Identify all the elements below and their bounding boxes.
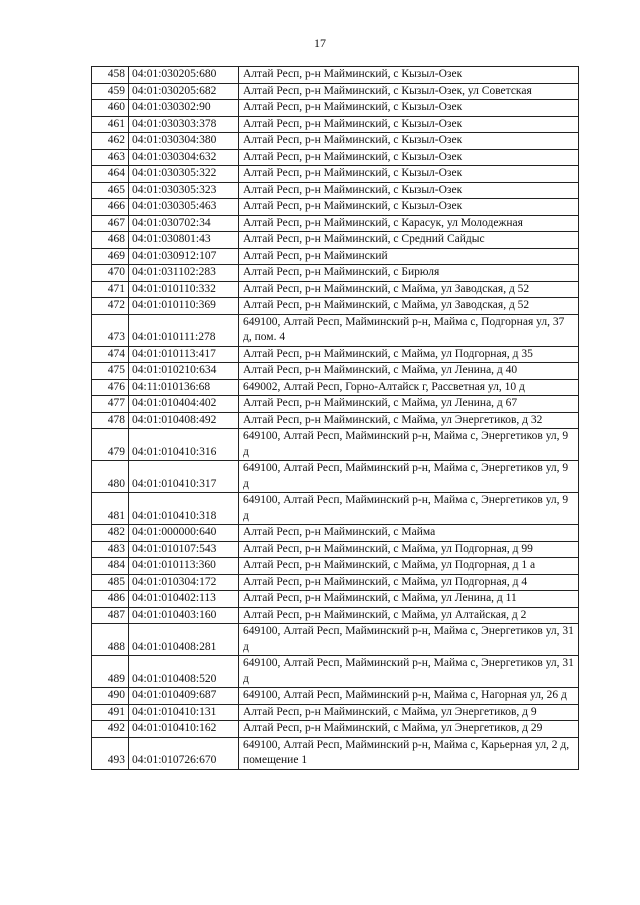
table-row (92, 574, 579, 591)
table-row (92, 704, 579, 721)
address-cell: Алтай Респ, р-н Майминский, с Майма, ул Ленина, д 67 (239, 396, 579, 413)
row-number-cell: 467 (92, 215, 129, 232)
cadastral-number-cell: 04:01:030702:34 (129, 215, 239, 232)
table-row (92, 232, 579, 249)
address-cell: Алтай Респ, р-н Майминский, с Бирюля (239, 265, 579, 282)
address-cell: Алтай Респ, р-н Майминский, с Майма, ул Подгорная, д 1 а (239, 558, 579, 575)
table-row (92, 116, 579, 133)
table-row (92, 379, 579, 396)
cadastral-number-cell: 04:01:010410:318 (129, 493, 239, 525)
cadastral-number-cell: 04:01:010110:332 (129, 281, 239, 298)
table-row (92, 607, 579, 624)
table-row (92, 149, 579, 166)
cadastral-number-cell: 04:01:030912:107 (129, 248, 239, 265)
cadastral-number-cell: 04:01:010410:131 (129, 704, 239, 721)
row-number-cell: 481 (92, 493, 129, 525)
row-number-cell: 492 (92, 721, 129, 738)
cadastral-number-cell: 04:01:010113:360 (129, 558, 239, 575)
address-cell: Алтай Респ, р-н Майминский, с Майма, ул Подгорная, д 35 (239, 346, 579, 363)
row-number-cell: 476 (92, 379, 129, 396)
cadastral-number-cell: 04:01:010402:113 (129, 591, 239, 608)
address-cell: 649100, Алтай Респ, Майминский р-н, Майма с, Энергетиков ул, 31 д (239, 656, 579, 688)
table-row (92, 558, 579, 575)
address-cell: 649100, Алтай Респ, Майминский р-н, Майма с, Энергетиков ул, 31 д (239, 624, 579, 656)
table-row (92, 525, 579, 542)
table-row (92, 248, 579, 265)
cadastral-number-cell: 04:01:010408:520 (129, 656, 239, 688)
address-cell: Алтай Респ, р-н Майминский, с Кызыл-Озек (239, 199, 579, 216)
address-cell: Алтай Респ, р-н Майминский, с Майма (239, 525, 579, 542)
address-cell: Алтай Респ, р-н Майминский, с Кызыл-Озек (239, 100, 579, 117)
row-number-cell: 482 (92, 525, 129, 542)
row-number-cell: 478 (92, 412, 129, 429)
row-number-cell: 485 (92, 574, 129, 591)
table-row (92, 265, 579, 282)
cadastral-number-cell: 04:01:030305:322 (129, 166, 239, 183)
row-number-cell: 461 (92, 116, 129, 133)
address-cell: Алтай Респ, р-н Майминский, с Майма, ул Энергетиков, д 32 (239, 412, 579, 429)
table-row (92, 737, 579, 769)
cadastral-number-cell: 04:01:030304:380 (129, 133, 239, 150)
row-number-cell: 484 (92, 558, 129, 575)
cadastral-number-cell: 04:01:030305:463 (129, 199, 239, 216)
address-cell: Алтай Респ, р-н Майминский, с Кызыл-Озек, ул Советская (239, 83, 579, 100)
cadastral-number-cell: 04:01:010110:369 (129, 298, 239, 315)
row-number-cell: 468 (92, 232, 129, 249)
property-registry-table (91, 66, 579, 770)
row-number-cell: 480 (92, 461, 129, 493)
row-number-cell: 465 (92, 182, 129, 199)
address-cell: Алтай Респ, р-н Майминский, с Майма, ул Подгорная, д 99 (239, 541, 579, 558)
row-number-cell: 473 (92, 314, 129, 346)
table-row (92, 624, 579, 656)
table-row (92, 363, 579, 380)
address-cell: Алтай Респ, р-н Майминский, с Майма, ул Заводская, д 52 (239, 298, 579, 315)
address-cell: Алтай Респ, р-н Майминский, с Кызыл-Озек (239, 116, 579, 133)
cadastral-number-cell: 04:01:030801:43 (129, 232, 239, 249)
cadastral-number-cell: 04:01:031102:283 (129, 265, 239, 282)
cadastral-number-cell: 04:01:010410:162 (129, 721, 239, 738)
cadastral-number-cell: 04:01:010410:317 (129, 461, 239, 493)
address-cell: Алтай Респ, р-н Майминский, с Кызыл-Озек (239, 149, 579, 166)
address-cell: 649100, Алтай Респ, Майминский р-н, Майма с, Энергетиков ул, 9 д (239, 429, 579, 461)
row-number-cell: 479 (92, 429, 129, 461)
cadastral-number-cell: 04:01:030205:680 (129, 67, 239, 84)
row-number-cell: 475 (92, 363, 129, 380)
table-row (92, 298, 579, 315)
cadastral-number-cell: 04:01:030304:632 (129, 149, 239, 166)
row-number-cell: 493 (92, 737, 129, 769)
address-cell: 649100, Алтай Респ, Майминский р-н, Майма с, Энергетиков ул, 9 д (239, 493, 579, 525)
address-cell: Алтай Респ, р-н Майминский, с Кызыл-Озек (239, 67, 579, 84)
address-cell: Алтай Респ, р-н Майминский, с Майма, ул Ленина, д 11 (239, 591, 579, 608)
row-number-cell: 460 (92, 100, 129, 117)
cadastral-number-cell: 04:01:030205:682 (129, 83, 239, 100)
cadastral-number-cell: 04:01:030303:378 (129, 116, 239, 133)
address-cell: Алтай Респ, р-н Майминский, с Майма, ул Заводская, д 52 (239, 281, 579, 298)
row-number-cell: 477 (92, 396, 129, 413)
cadastral-number-cell: 04:01:010410:316 (129, 429, 239, 461)
table-row (92, 346, 579, 363)
address-cell: Алтай Респ, р-н Майминский (239, 248, 579, 265)
cadastral-number-cell: 04:01:010210:634 (129, 363, 239, 380)
address-cell: 649100, Алтай Респ, Майминский р-н, Майма с, Карьерная ул, 2 д, помещение 1 (239, 737, 579, 769)
cadastral-number-cell: 04:01:010726:670 (129, 737, 239, 769)
table-row (92, 429, 579, 461)
row-number-cell: 487 (92, 607, 129, 624)
table-row (92, 166, 579, 183)
address-cell: 649002, Алтай Респ, Горно-Алтайск г, Рассветная ул, 10 д (239, 379, 579, 396)
cadastral-number-cell: 04:01:010113:417 (129, 346, 239, 363)
table-row (92, 133, 579, 150)
cadastral-number-cell: 04:11:010136:68 (129, 379, 239, 396)
table-row (92, 656, 579, 688)
table-row (92, 412, 579, 429)
cadastral-number-cell: 04:01:030302:90 (129, 100, 239, 117)
address-cell: 649100, Алтай Респ, Майминский р-н, Майма с, Энергетиков ул, 9 д (239, 461, 579, 493)
row-number-cell: 486 (92, 591, 129, 608)
cadastral-number-cell: 04:01:000000:640 (129, 525, 239, 542)
table-body (92, 67, 579, 770)
address-cell: 649100, Алтай Респ, Майминский р-н, Майма с, Нагорная ул, 26 д (239, 688, 579, 705)
row-number-cell: 462 (92, 133, 129, 150)
cadastral-number-cell: 04:01:010107:543 (129, 541, 239, 558)
row-number-cell: 463 (92, 149, 129, 166)
row-number-cell: 472 (92, 298, 129, 315)
address-cell: Алтай Респ, р-н Майминский, с Кызыл-Озек (239, 182, 579, 199)
table-row (92, 67, 579, 84)
table-row (92, 396, 579, 413)
cadastral-number-cell: 04:01:010408:492 (129, 412, 239, 429)
table-row (92, 688, 579, 705)
cadastral-number-cell: 04:01:010409:687 (129, 688, 239, 705)
row-number-cell: 489 (92, 656, 129, 688)
address-cell: Алтай Респ, р-н Майминский, с Майма, ул Алтайская, д 2 (239, 607, 579, 624)
row-number-cell: 474 (92, 346, 129, 363)
cadastral-number-cell: 04:01:010111:278 (129, 314, 239, 346)
table-row (92, 591, 579, 608)
address-cell: Алтай Респ, р-н Майминский, с Майма, ул Энергетиков, д 29 (239, 721, 579, 738)
cadastral-number-cell: 04:01:030305:323 (129, 182, 239, 199)
address-cell: Алтай Респ, р-н Майминский, с Кызыл-Озек (239, 133, 579, 150)
address-cell: Алтай Респ, р-н Майминский, с Майма, ул Подгорная, д 4 (239, 574, 579, 591)
row-number-cell: 464 (92, 166, 129, 183)
row-number-cell: 458 (92, 67, 129, 84)
table-row (92, 493, 579, 525)
table-row (92, 281, 579, 298)
table-row (92, 721, 579, 738)
table-row (92, 314, 579, 346)
row-number-cell: 469 (92, 248, 129, 265)
row-number-cell: 471 (92, 281, 129, 298)
table-row (92, 541, 579, 558)
row-number-cell: 459 (92, 83, 129, 100)
row-number-cell: 466 (92, 199, 129, 216)
cadastral-number-cell: 04:01:010403:160 (129, 607, 239, 624)
table-row (92, 199, 579, 216)
cadastral-number-cell: 04:01:010408:281 (129, 624, 239, 656)
cadastral-number-cell: 04:01:010304:172 (129, 574, 239, 591)
table-row (92, 100, 579, 117)
page-number: 17 (314, 36, 326, 50)
table-row (92, 182, 579, 199)
row-number-cell: 470 (92, 265, 129, 282)
address-cell: Алтай Респ, р-н Майминский, с Кызыл-Озек (239, 166, 579, 183)
address-cell: Алтай Респ, р-н Майминский, с Средний Сайдыс (239, 232, 579, 249)
row-number-cell: 491 (92, 704, 129, 721)
address-cell: Алтай Респ, р-н Майминский, с Майма, ул Ленина, д 40 (239, 363, 579, 380)
row-number-cell: 483 (92, 541, 129, 558)
row-number-cell: 488 (92, 624, 129, 656)
table-row (92, 461, 579, 493)
address-cell: Алтай Респ, р-н Майминский, с Майма, ул Энергетиков, д 9 (239, 704, 579, 721)
table-row (92, 83, 579, 100)
cadastral-number-cell: 04:01:010404:402 (129, 396, 239, 413)
address-cell: Алтай Респ, р-н Майминский, с Карасук, ул Молодежная (239, 215, 579, 232)
row-number-cell: 490 (92, 688, 129, 705)
table-row (92, 215, 579, 232)
address-cell: 649100, Алтай Респ, Майминский р-н, Майма с, Подгорная ул, 37 д, пом. 4 (239, 314, 579, 346)
